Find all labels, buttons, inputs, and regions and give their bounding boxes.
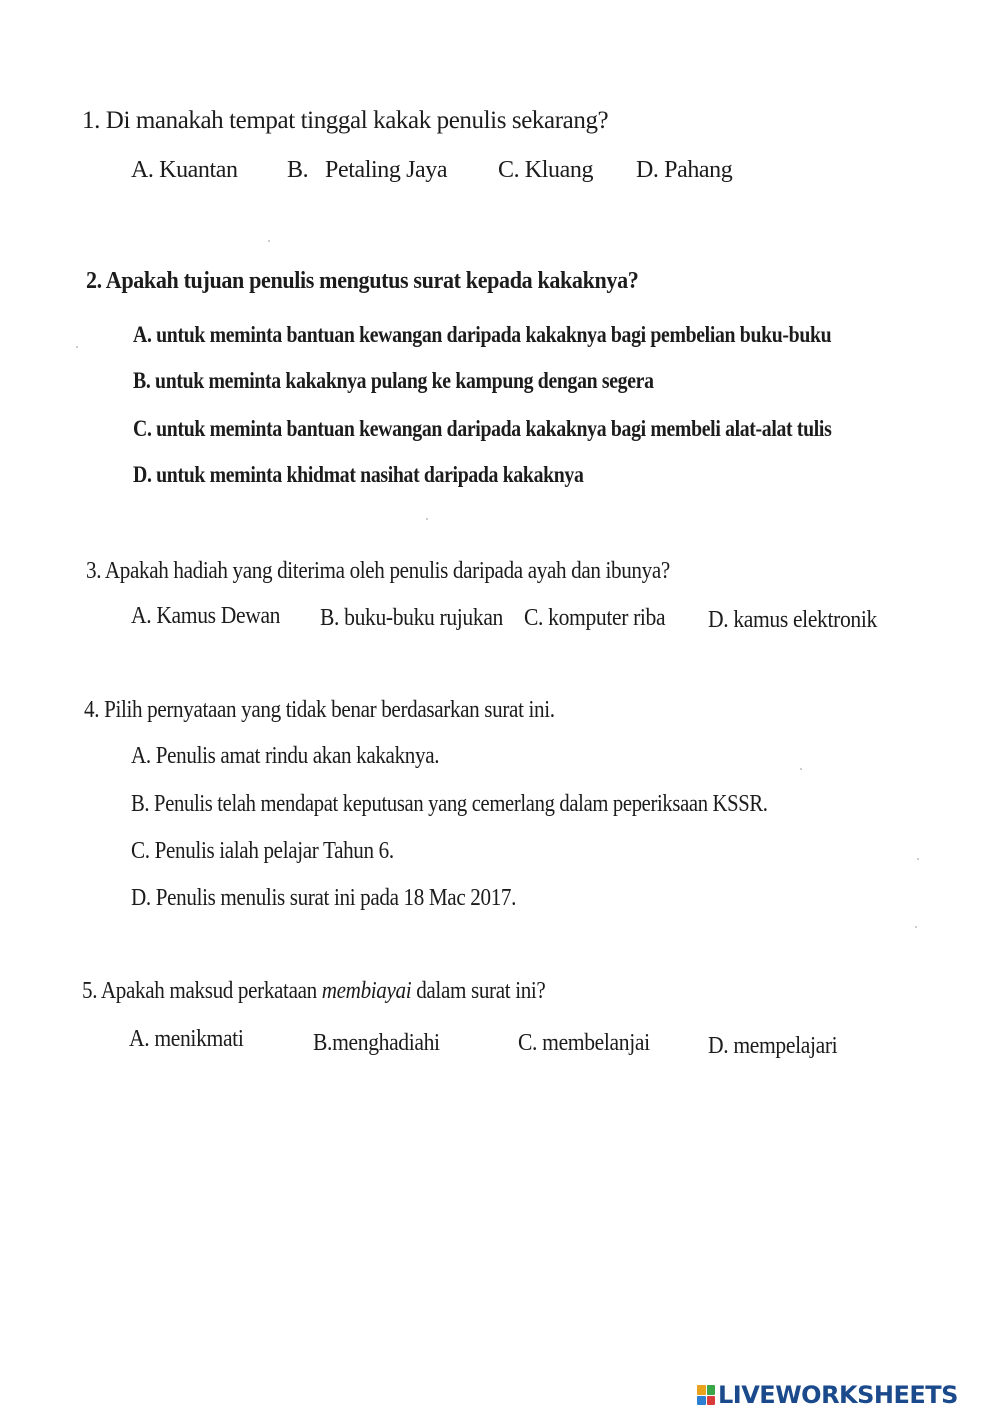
q2-option-a[interactable]: A. untuk meminta bantuan kewangan daripada kakaknya bagi pembelian buku-buku	[133, 322, 832, 347]
q1-option-d[interactable]: D. Pahang	[636, 157, 733, 183]
scan-speck	[800, 768, 802, 770]
logo-square-blue	[697, 1396, 706, 1406]
question-5-text-start: 5. Apakah maksud perkataan	[82, 978, 322, 1004]
scan-speck	[268, 240, 270, 242]
logo-square-orange	[697, 1385, 706, 1395]
question-2: 2. Apakah tujuan penulis mengutus surat kepada kakaknya?	[86, 268, 639, 294]
liveworksheets-logo[interactable]	[697, 1380, 993, 1410]
q5-option-c[interactable]: C. membelanjai	[518, 1030, 650, 1056]
q3-option-b[interactable]: B. buku-buku rujukan	[320, 605, 503, 631]
q3-option-a[interactable]: A. Kamus Dewan	[131, 603, 281, 629]
question-5	[82, 978, 545, 1005]
liveworksheets-logo-icon	[697, 1385, 715, 1405]
q4-option-d[interactable]: D. Penulis menulis surat ini pada 18 Mac 2017.	[131, 885, 517, 911]
logo-square-green	[707, 1385, 716, 1395]
q4-option-a[interactable]: A. Penulis amat rindu akan kakaknya.	[131, 743, 440, 769]
q2-option-d[interactable]: D. untuk meminta khidmat nasihat daripada kakaknya	[133, 462, 584, 487]
q1-option-a[interactable]: A. Kuantan	[131, 157, 238, 183]
q5-option-a[interactable]: A. menikmati	[129, 1026, 244, 1052]
liveworksheets-logo-text: LIVEWORKSHEETS	[718, 1381, 958, 1409]
q2-option-c[interactable]: C. untuk meminta bantuan kewangan daripada kakaknya bagi membeli alat-alat tulis	[133, 416, 832, 441]
q3-option-d[interactable]: D. kamus elektronik	[708, 607, 877, 633]
question-5-keyword: membiayai	[321, 978, 412, 1004]
q5-option-d[interactable]: D. mempelajari	[708, 1033, 838, 1059]
question-1: 1. Di manakah tempat tinggal kakak penulis sekarang?	[82, 107, 609, 134]
q5-option-b[interactable]: B.menghadiahi	[313, 1030, 440, 1056]
q3-option-c[interactable]: C. komputer riba	[524, 605, 666, 631]
question-4: 4. Pilih pernyataan yang tidak benar berdasarkan surat ini.	[84, 697, 555, 723]
q2-option-b[interactable]: B. untuk meminta kakaknya pulang ke kampung dengan segera	[133, 368, 654, 393]
q4-option-b[interactable]: B. Penulis telah mendapat keputusan yang cemerlang dalam peperiksaan KSSR.	[131, 791, 768, 817]
scan-speck	[917, 858, 919, 860]
scan-speck	[76, 346, 78, 348]
q4-option-c[interactable]: C. Penulis ialah pelajar Tahun 6.	[131, 838, 394, 864]
question-3: 3. Apakah hadiah yang diterima oleh penulis daripada ayah dan ibunya?	[86, 558, 670, 584]
logo-square-red	[707, 1396, 716, 1406]
question-5-text-end: dalam surat ini?	[411, 978, 546, 1004]
scan-speck	[915, 926, 917, 928]
q1-option-c[interactable]: C. Kluang	[498, 157, 594, 183]
q1-option-b[interactable]: B. Petaling Jaya	[287, 157, 448, 183]
scan-speck	[426, 518, 428, 520]
